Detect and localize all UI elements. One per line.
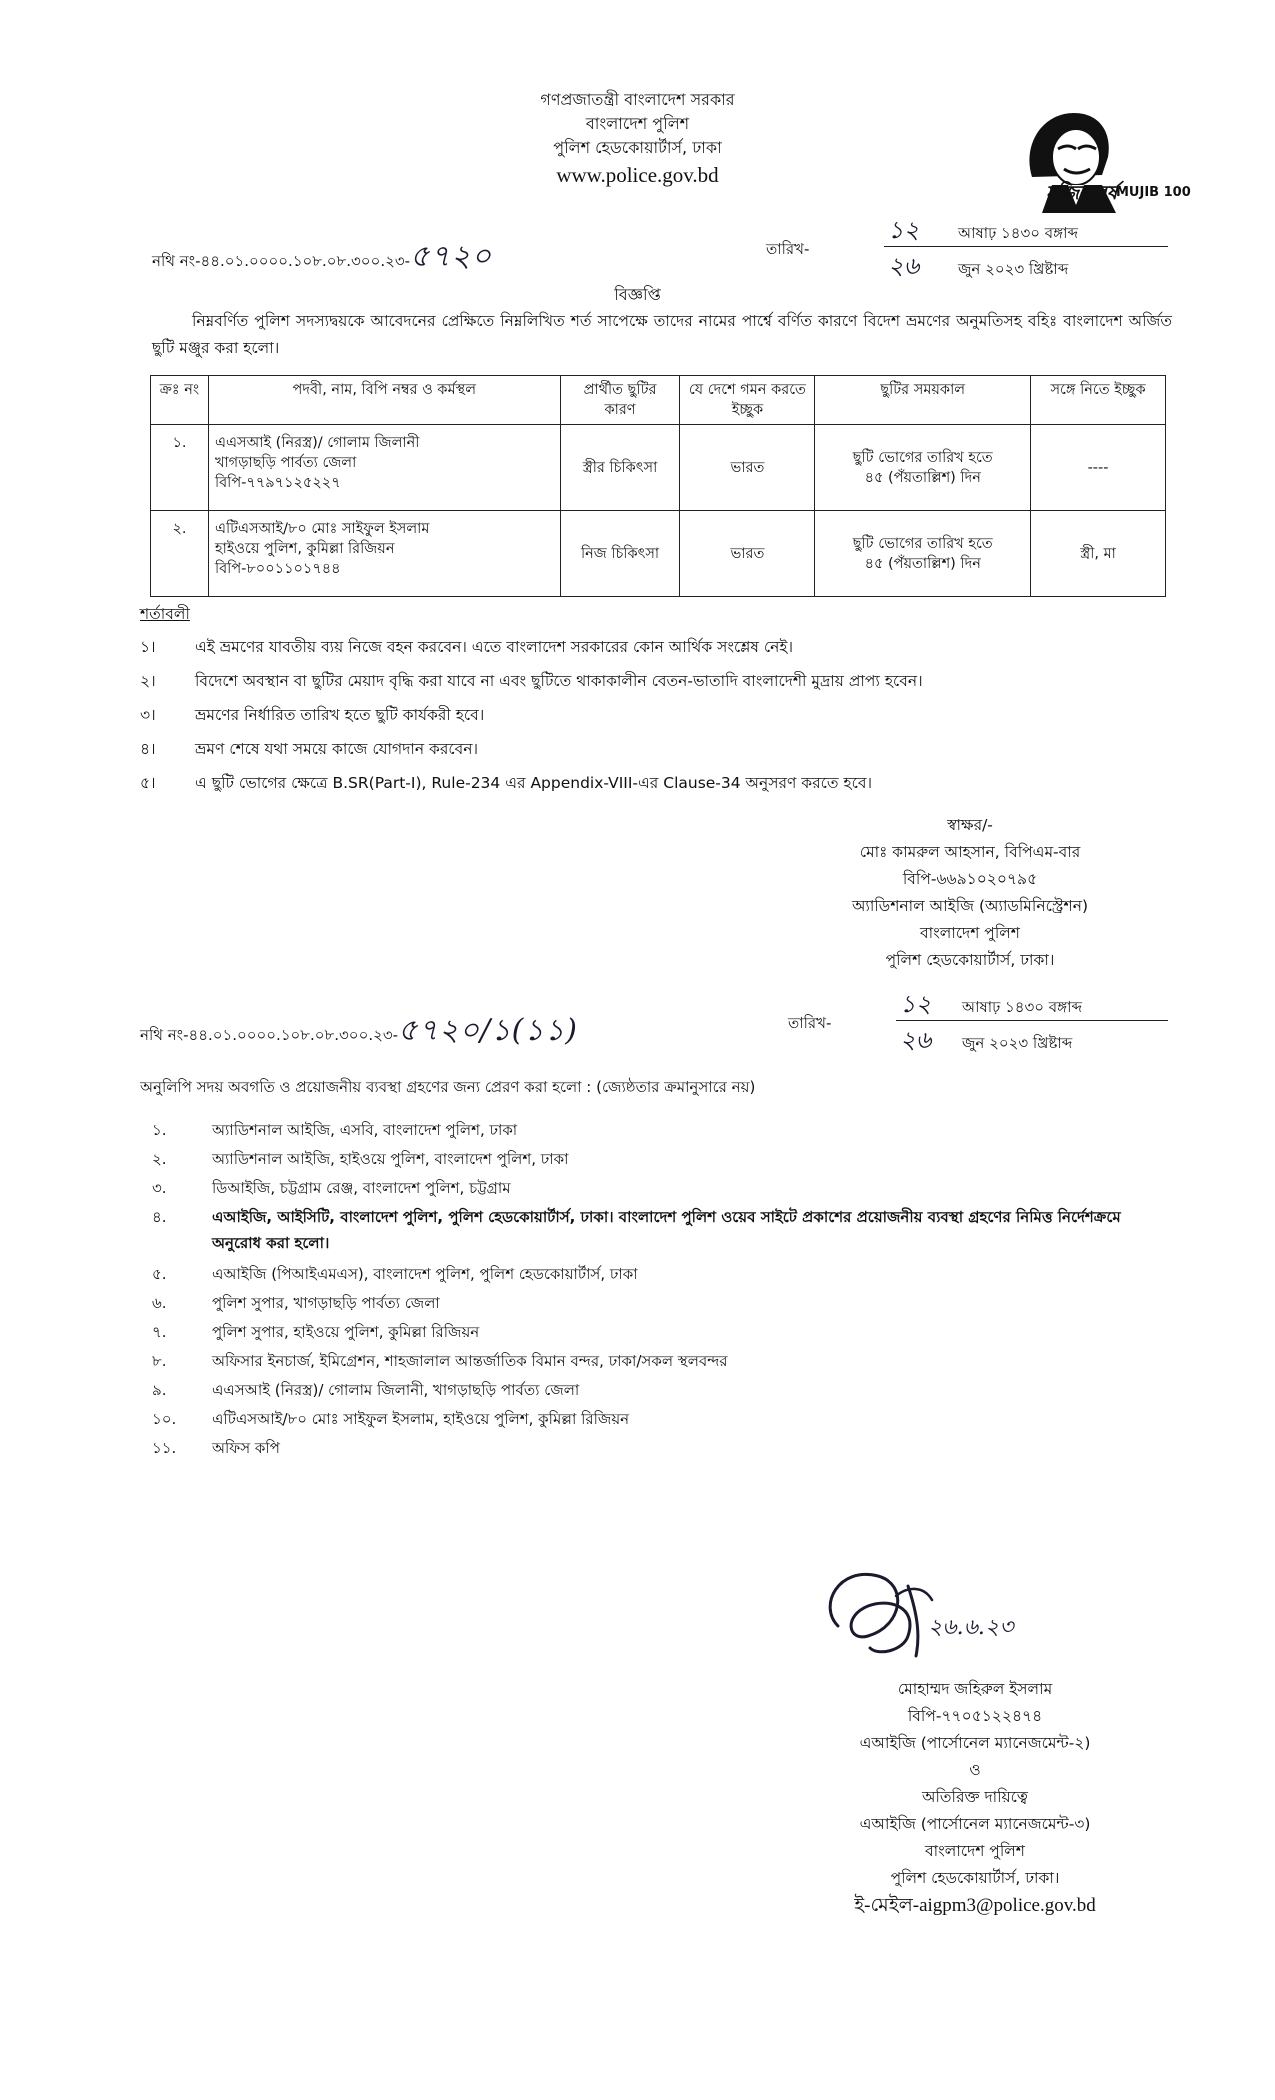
cell-reason: নিজ চিকিৎসা — [560, 511, 680, 597]
condition-item — [140, 768, 872, 798]
cell-period — [815, 425, 1031, 511]
intro-paragraph: নিম্নবর্ণিত পুলিশ সদস্যদ্বয়কে আবেদনের প্রেক্ষিতে নিম্নলিখিত শর্ত সাপেক্ষে তাদের নামের পার্শ্বে বর্ণিত কারণে বিদেশ ভ্রমণের অনুমতিসহ বহিঃ বাংলাদেশ অর্জিত ছুটি মঞ্জুর করা হলো। — [152, 312, 1172, 357]
header-companion: সঙ্গে নিতে ইচ্ছুক — [1031, 376, 1166, 425]
copy-intro: অনুলিপি সদয় অবগতি ও প্রয়োজনীয় ব্যবস্থা গ্রহণের জন্য প্রেরণ করা হলো : (জ্যেষ্ঠতার ক্রমানুসারে নয়) — [140, 1078, 756, 1096]
cell-details-line2: হাইওয়ে পুলিশ, কুমিল্লা রিজিয়ন — [214, 541, 395, 557]
date-bangla-day: ১২ — [888, 216, 920, 244]
copy-text: এএসআই (নিরস্ত্র)/ গোলাম জিলানী, খাগড়াছড়ি পার্বত্য জেলা — [212, 1381, 580, 1399]
copy-item — [152, 1260, 638, 1288]
signatory-designation: অ্যাডিশনাল আইজি (অ্যাডমিনিস্ট্রেশন) — [851, 897, 1089, 915]
copy-date-divider — [896, 1020, 1168, 1021]
condition-item — [140, 666, 923, 696]
copy-date-bangla-day: ১২ — [900, 990, 932, 1018]
signatory-designation-2: এআইজি (পার্সোনেল ম্যানেজমেন্ট-৩) — [859, 1815, 1091, 1833]
copy-num: ১১. — [152, 1439, 177, 1457]
mujib-100-logo — [1012, 105, 1191, 213]
copy-text: অফিসার ইনচার্জ, ইমিগ্রেশন, শাহজালাল আন্তর্জাতিক বিমান বন্দর, ঢাকা/সকল স্থলবন্দর — [212, 1352, 728, 1370]
copy-num: ৭. — [152, 1323, 167, 1341]
cell-details-line2: খাগড়াছড়ি পার্বত্য জেলা — [214, 455, 357, 471]
memo-number — [152, 232, 492, 283]
signatory-name: মোহাম্মদ জহিরুল ইসলাম — [897, 1680, 1053, 1698]
notice-title: বিজ্ঞপ্তি — [614, 285, 661, 304]
copy-num: ১. — [152, 1121, 167, 1139]
condition-text: ভ্রমণ শেষে যথা সময়ে কাজে যোগদান করবেন। — [195, 740, 479, 758]
cell-details-line1: এএসআই (নিরস্ত্র)/ গোলাম জিলানী — [214, 435, 420, 451]
condition-num: ৩। — [140, 706, 156, 724]
signatory-org: বাংলাদেশ পুলিশ — [920, 924, 1020, 942]
condition-num: ৪। — [140, 740, 156, 758]
cell-details-line1: এটিএসআই/৮০ মোঃ সাইফুল ইসলাম — [214, 521, 430, 537]
cell-country: ভারত — [680, 425, 815, 511]
signatory-office: পুলিশ হেডকোয়ার্টার্স, ঢাকা। — [885, 951, 1055, 969]
copy-num: ৫. — [152, 1265, 167, 1283]
cell-country: ভারত — [680, 511, 815, 597]
cell-reason: স্ত্রীর চিকিৎসা — [560, 425, 680, 511]
signatory-org: বাংলাদেশ পুলিশ — [925, 1842, 1025, 1860]
copy-num: ৯. — [152, 1381, 167, 1399]
signature-mark: স্বাক্ষর/- — [947, 816, 993, 834]
signatory-name: মোঃ কামরুল আহসান, বিপিএম-বার — [859, 843, 1081, 861]
copy-text: অফিস কপি — [212, 1439, 280, 1457]
memo-number-handwritten: ৫৭২০ — [410, 239, 493, 274]
condition-item — [140, 632, 793, 662]
copy-num: ৬. — [152, 1294, 167, 1312]
cell-companion: স্ত্রী, মা — [1031, 511, 1166, 597]
copy-text: পুলিশ সুপার, হাইওয়ে পুলিশ, কুমিল্লা রিজিয়ন — [212, 1323, 480, 1341]
signature-block-2 — [760, 1676, 1190, 1919]
copy-item — [152, 1203, 212, 1231]
copy-num: ২. — [152, 1150, 167, 1168]
condition-item — [140, 700, 484, 730]
copy-date-english-rest: জুন ২০২৩ খ্রিষ্টাব্দ — [962, 1034, 1073, 1052]
copy-item — [152, 1145, 568, 1173]
cell-period-line2: ৪৫ (পঁয়তাল্লিশ) দিন — [864, 555, 981, 572]
copy-memo-prefix: নথি নং-৪৪.০১.০০০০.১০৮.০৮.৩০০.২৩- — [140, 1026, 399, 1044]
date-label: তারিখ- — [766, 240, 810, 258]
condition-num: ১। — [140, 638, 156, 656]
copy-memo-handwritten: ৫৭২০/১(১১) — [398, 1013, 578, 1048]
header-reason: প্রার্থীত ছুটির কারণ — [560, 376, 680, 425]
copy-date-label: তারিখ- — [788, 1014, 832, 1032]
condition-num: ২। — [140, 672, 156, 690]
copy-num: ৮. — [152, 1352, 167, 1370]
cell-details-line3: বিপি-৭৭৯৭১২৫২২৭ — [214, 475, 341, 491]
copy-num: ৪. — [152, 1208, 167, 1226]
header-serial: ক্রঃ নং — [151, 376, 209, 425]
copy-text-emphasis: এআইজি, আইসিটি, বাংলাদেশ পুলিশ, পুলিশ হেডকোয়ার্টার্স, ঢাকা। বাংলাদেশ পুলিশ ওয়েব সাইটে প্রকাশের প্রয়োজনীয় ব্যবস্থা গ্রহণের নিমিত্ত নির্দেশক্রমে অনুরোধ করা হলো। — [212, 1208, 1121, 1252]
copy-text: অ্যাডিশনাল আইজি, এসবি, বাংলাদেশ পুলিশ, ঢাকা — [212, 1121, 518, 1139]
copy-date-english-day: ২৬ — [900, 1026, 932, 1054]
header-details: পদবী, নাম, বিপি নম্বর ও কর্মস্থল — [208, 376, 560, 425]
logo-text: মুজিব বর্ষ — [1046, 182, 1118, 204]
org-name: বাংলাদেশ পুলিশ — [585, 114, 690, 133]
date-divider — [884, 246, 1168, 247]
cell-serial: ১. — [151, 425, 209, 511]
condition-item — [140, 734, 478, 764]
cell-companion: ---- — [1031, 425, 1166, 511]
header-period: ছুটির সময়কাল — [815, 376, 1031, 425]
leave-table — [150, 375, 1166, 597]
header-country: যে দেশে গমন করতে ইচ্ছুক — [680, 376, 815, 425]
signatory-additional: অতিরিক্ত দায়িত্বে — [922, 1788, 1028, 1806]
copy-item — [152, 1289, 440, 1317]
signatory-conjunction: ও — [969, 1761, 981, 1779]
signatory-email[interactable]: ই-মেইল-aigpm3@police.gov.bd — [854, 1895, 1096, 1916]
govt-name: গণপ্রজাতন্ত্রী বাংলাদেশ সরকার — [540, 90, 735, 109]
copy-date-english — [900, 1022, 1072, 1062]
cell-details — [208, 511, 560, 597]
date-bangla-rest: আষাঢ় ১৪৩০ বঙ্গাব্দ — [958, 224, 1078, 242]
copy-text: অ্যাডিশনাল আইজি, হাইওয়ে পুলিশ, বাংলাদেশ পুলিশ, ঢাকা — [212, 1150, 569, 1168]
signature-date: ২৬.৬.২৩ — [928, 1615, 1014, 1640]
condition-text: ভ্রমণের নির্ধারিত তারিখ হতে ছুটি কার্যকরী হবে। — [195, 706, 485, 724]
signatory-bp: বিপি-৭৭০৫১২২৪৭৪ — [907, 1707, 1043, 1725]
cell-period-line1: ছুটি ভোগের তারিখ হতে — [852, 535, 993, 552]
cell-period-line2: ৪৫ (পঁয়তাল্লিশ) দিন — [864, 469, 981, 486]
copy-item — [152, 1116, 517, 1144]
cell-details — [208, 425, 560, 511]
copy-memo-number — [140, 1006, 578, 1057]
signatory-designation: এআইজি (পার্সোনেল ম্যানেজমেন্ট-২) — [859, 1734, 1091, 1752]
cell-serial: ২. — [151, 511, 209, 597]
conditions-title: শর্তাবলী — [140, 605, 190, 623]
copy-item — [152, 1174, 511, 1202]
table-row — [151, 511, 1166, 597]
condition-num: ৫। — [140, 774, 156, 792]
copy-item — [152, 1434, 280, 1462]
signature-block — [760, 812, 1180, 974]
copy-text: ডিআইজি, চট্টগ্রাম রেঞ্জ, বাংলাদেশ পুলিশ, চট্টগ্রাম — [212, 1179, 511, 1197]
condition-text: এই ভ্রমণের যাবতীয় ব্যয় নিজে বহন করবেন। এতে বাংলাদেশ সরকারের কোন আর্থিক সংশ্লেষ নেই। — [195, 638, 793, 656]
table-row — [151, 425, 1166, 511]
copy-item — [152, 1405, 629, 1433]
cell-period-line1: ছুটি ভোগের তারিখ হতে — [852, 449, 993, 466]
condition-text: এ ছুটি ভোগের ক্ষেত্রে B.SR(Part-I), Rule-234 এর Appendix-VIII-এর Clause-34 অনুসরণ করতে হবে। — [195, 774, 872, 792]
cell-period — [815, 511, 1031, 597]
copy-item — [152, 1347, 728, 1375]
copy-item — [152, 1376, 579, 1404]
website-link[interactable]: www.police.gov.bd — [556, 163, 719, 187]
signatory-office: পুলিশ হেডকোয়ার্টার্স, ঢাকা। — [890, 1869, 1060, 1887]
cell-details-line3: বিপি-৮০০১১০১৭৪৪ — [214, 561, 341, 577]
memo-number-prefix: নথি নং-৪৪.০১.০০০০.১০৮.০৮.৩০০.২৩- — [152, 252, 411, 270]
copy-item — [152, 1318, 479, 1346]
copy-text: এটিএসআই/৮০ মোঃ সাইফুল ইসলাম, হাইওয়ে পুলিশ, কুমিল্লা রিজিয়ন — [212, 1410, 630, 1428]
signatory-bp: বিপি-৬৬৯১০২০৭৯৫ — [902, 870, 1038, 888]
office-name: পুলিশ হেডকোয়ার্টার্স, ঢাকা — [553, 138, 722, 157]
table-header-row — [151, 376, 1166, 425]
copy-date-bangla-rest: আষাঢ় ১৪৩০ বঙ্গাব্দ — [962, 998, 1082, 1016]
condition-text: বিদেশে অবস্থান বা ছুটির মেয়াদ বৃদ্ধি করা যাবে না এবং ছুটিতে থাকাকালীন বেতন-ভাতাদি বাংলাদেশী মুদ্রায় প্রাপ্য হবেন। — [195, 672, 923, 690]
copy-text: এআইজি (পিআইএমএস), বাংলাদেশ পুলিশ, পুলিশ হেডকোয়ার্টার্স, ঢাকা — [212, 1265, 638, 1283]
date-english-rest: জুন ২০২৩ খ্রিষ্টাব্দ — [958, 260, 1069, 278]
copy-text: পুলিশ সুপার, খাগড়াছড়ি পার্বত্য জেলা — [212, 1294, 440, 1312]
date-english-day: ২৬ — [888, 252, 920, 280]
copy-num: ১০. — [152, 1410, 177, 1428]
logo-badge: MUJIB 100 — [1116, 185, 1191, 200]
copy-num: ৩. — [152, 1179, 167, 1197]
